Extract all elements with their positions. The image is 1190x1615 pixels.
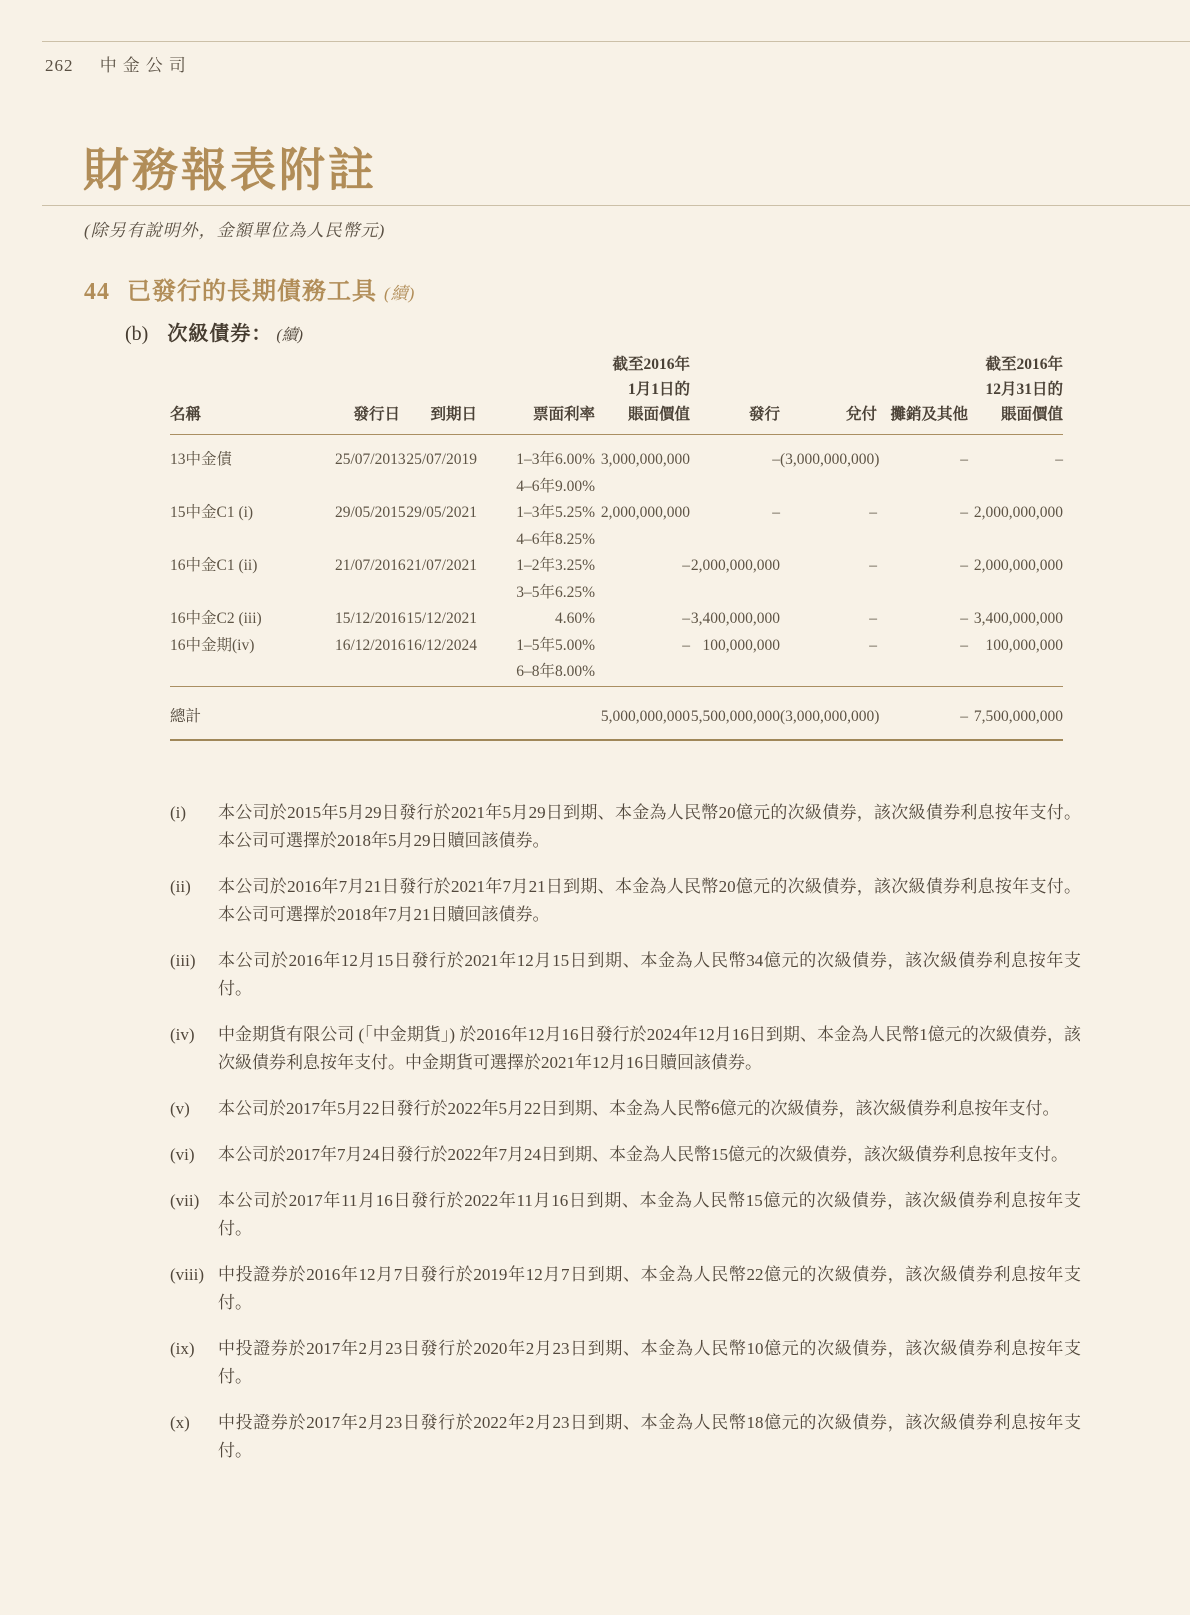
footnote-label: (ix) xyxy=(170,1339,195,1358)
currency-unit-note: (除另有說明外，金額單位為人民幣元) xyxy=(84,221,386,240)
page-title: 財務報表附註 xyxy=(83,145,377,196)
footnote-text: 中金期貨有限公司 (「中金期貨」) 於2016年12月16日發行於2024年12月16日到期、本金為人民幣1億元的次級債券，該次級債券利息按年支付。中金期貨可選擇於2021年12月16日贖回該債券。 xyxy=(218,1025,1081,1072)
col-header-coupon-rate: 票面利率 xyxy=(477,352,595,435)
footnotes-section xyxy=(170,799,1081,1483)
table-row: 16中金期(iv) 16/12/2016 16/12/2024 1–5年5.00% 6–8年8.00% – 100,000,000 – – 100,000,000 xyxy=(170,636,1063,680)
footnote-text: 本公司於2017年11月16日發行於2022年11月16日到期、本金為人民幣15億元的次級債券，該次級債券利息按年支付。 xyxy=(218,1191,1081,1238)
col-header-carrying-open: 截至2016年 1月1日的 賬面價值 xyxy=(595,352,690,435)
footnote-label: (ii) xyxy=(170,877,191,896)
footnote-label: (x) xyxy=(170,1413,190,1432)
col-header-name: 名稱 xyxy=(170,352,335,435)
footnote-vii xyxy=(170,1187,1081,1243)
footnote-v xyxy=(170,1095,1081,1123)
footnote-iv xyxy=(170,1021,1081,1077)
col-header-issuance: 發行 xyxy=(690,352,780,435)
footnote-label: (viii) xyxy=(170,1265,204,1284)
footnote-label: (vi) xyxy=(170,1145,195,1164)
footnote-label: (vii) xyxy=(170,1191,200,1210)
col-header-issue-date: 發行日 xyxy=(335,352,400,435)
subsection-continued-note: (續) xyxy=(276,327,303,344)
top-rule xyxy=(42,41,1190,42)
footnote-label: (iii) xyxy=(170,951,196,970)
page-header xyxy=(45,51,192,76)
footnote-label: (i) xyxy=(170,803,187,822)
section-heading xyxy=(84,271,415,306)
col-header-maturity-date: 到期日 xyxy=(400,352,477,435)
footnote-i xyxy=(170,799,1081,855)
title-rule xyxy=(42,205,1190,206)
col-header-amortization: 攤銷及其他 xyxy=(877,352,968,435)
footnote-viii xyxy=(170,1261,1081,1317)
page-number: 262 xyxy=(45,56,74,75)
col-header-redemption: 兌付 xyxy=(780,352,877,435)
footnote-text: 本公司於2017年5月22日發行於2022年5月22日到期、本金為人民幣6億元的次級債券，該次級債券利息按年支付。 xyxy=(218,1099,1060,1118)
footnote-text: 中投證券於2016年12月7日發行於2019年12月7日到期、本金為人民幣22億元的次級債券，該次級債券利息按年支付。 xyxy=(218,1265,1081,1312)
subsection-heading xyxy=(125,317,303,346)
footnote-text: 中投證券於2017年2月23日發行於2022年2月23日到期、本金為人民幣18億元的次級債券，該次級債券利息按年支付。 xyxy=(218,1413,1081,1460)
company-name: 中金公司 xyxy=(99,56,192,75)
footnote-text: 本公司於2017年7月24日發行於2022年7月24日到期、本金為人民幣15億元的次級債券，該次級債券利息按年支付。 xyxy=(218,1145,1068,1164)
footnote-label: (iv) xyxy=(170,1025,195,1044)
footnote-label: (v) xyxy=(170,1099,190,1118)
footnote-text: 本公司於2016年12月15日發行於2021年12月15日到期、本金為人民幣34億元的次級債券，該次級債券利息按年支付。 xyxy=(218,951,1081,998)
table-total-row: 總計 5,000,000,000 5,500,000,000 (3,000,000,000) – 7,500,000,000 xyxy=(170,686,1063,740)
table-row: 15中金C1 (i) 29/05/2015 29/05/2021 1–3年5.25% 4–6年8.25% 2,000,000,000 – – – 2,000,000,000 xyxy=(170,504,1063,548)
subsection-label: (b) xyxy=(125,323,149,345)
section-number: 44 xyxy=(84,279,110,305)
footnote-ix xyxy=(170,1335,1081,1391)
section-continued-note: (續) xyxy=(384,284,416,303)
subsection-title: 次級債券： xyxy=(167,323,273,345)
footnote-x xyxy=(170,1409,1081,1465)
footnote-text: 中投證券於2017年2月23日發行於2020年2月23日到期、本金為人民幣10億元的次級債券，該次級債券利息按年支付。 xyxy=(218,1339,1081,1386)
footnote-text: 本公司於2015年5月29日發行於2021年5月29日到期、本金為人民幣20億元的次級債券，該次級債券利息按年支付。本公司可選擇於2018年5月29日贖回該債券。 xyxy=(218,803,1081,850)
table-row: 16中金C1 (ii) 21/07/2016 21/07/2021 1–2年3.25% 3–5年6.25% – 2,000,000,000 – – 2,000,000,000 xyxy=(170,557,1063,601)
section-title: 已發行的長期債務工具 xyxy=(127,279,377,305)
footnote-iii xyxy=(170,947,1081,1003)
footnote-ii xyxy=(170,873,1081,929)
footnote-vi xyxy=(170,1141,1081,1169)
table-header-row xyxy=(170,352,1063,435)
table-row: 13中金債 25/07/2013 25/07/2019 1–3年6.00% 4–6年9.00% 3,000,000,000 – (3,000,000,000) – – xyxy=(170,451,1063,495)
col-header-carrying-close: 截至2016年 12月31日的 賬面價值 xyxy=(968,352,1063,435)
table-row: 16中金C2 (iii) 15/12/2016 15/12/2021 4.60% – 3,400,000,000 – – 3,400,000,000 xyxy=(170,610,1063,627)
footnote-text: 本公司於2016年7月21日發行於2021年7月21日到期、本金為人民幣20億元的次級債券，該次級債券利息按年支付。本公司可選擇於2018年7月21日贖回該債券。 xyxy=(218,877,1081,924)
subordinated-bonds-table xyxy=(170,352,1063,741)
